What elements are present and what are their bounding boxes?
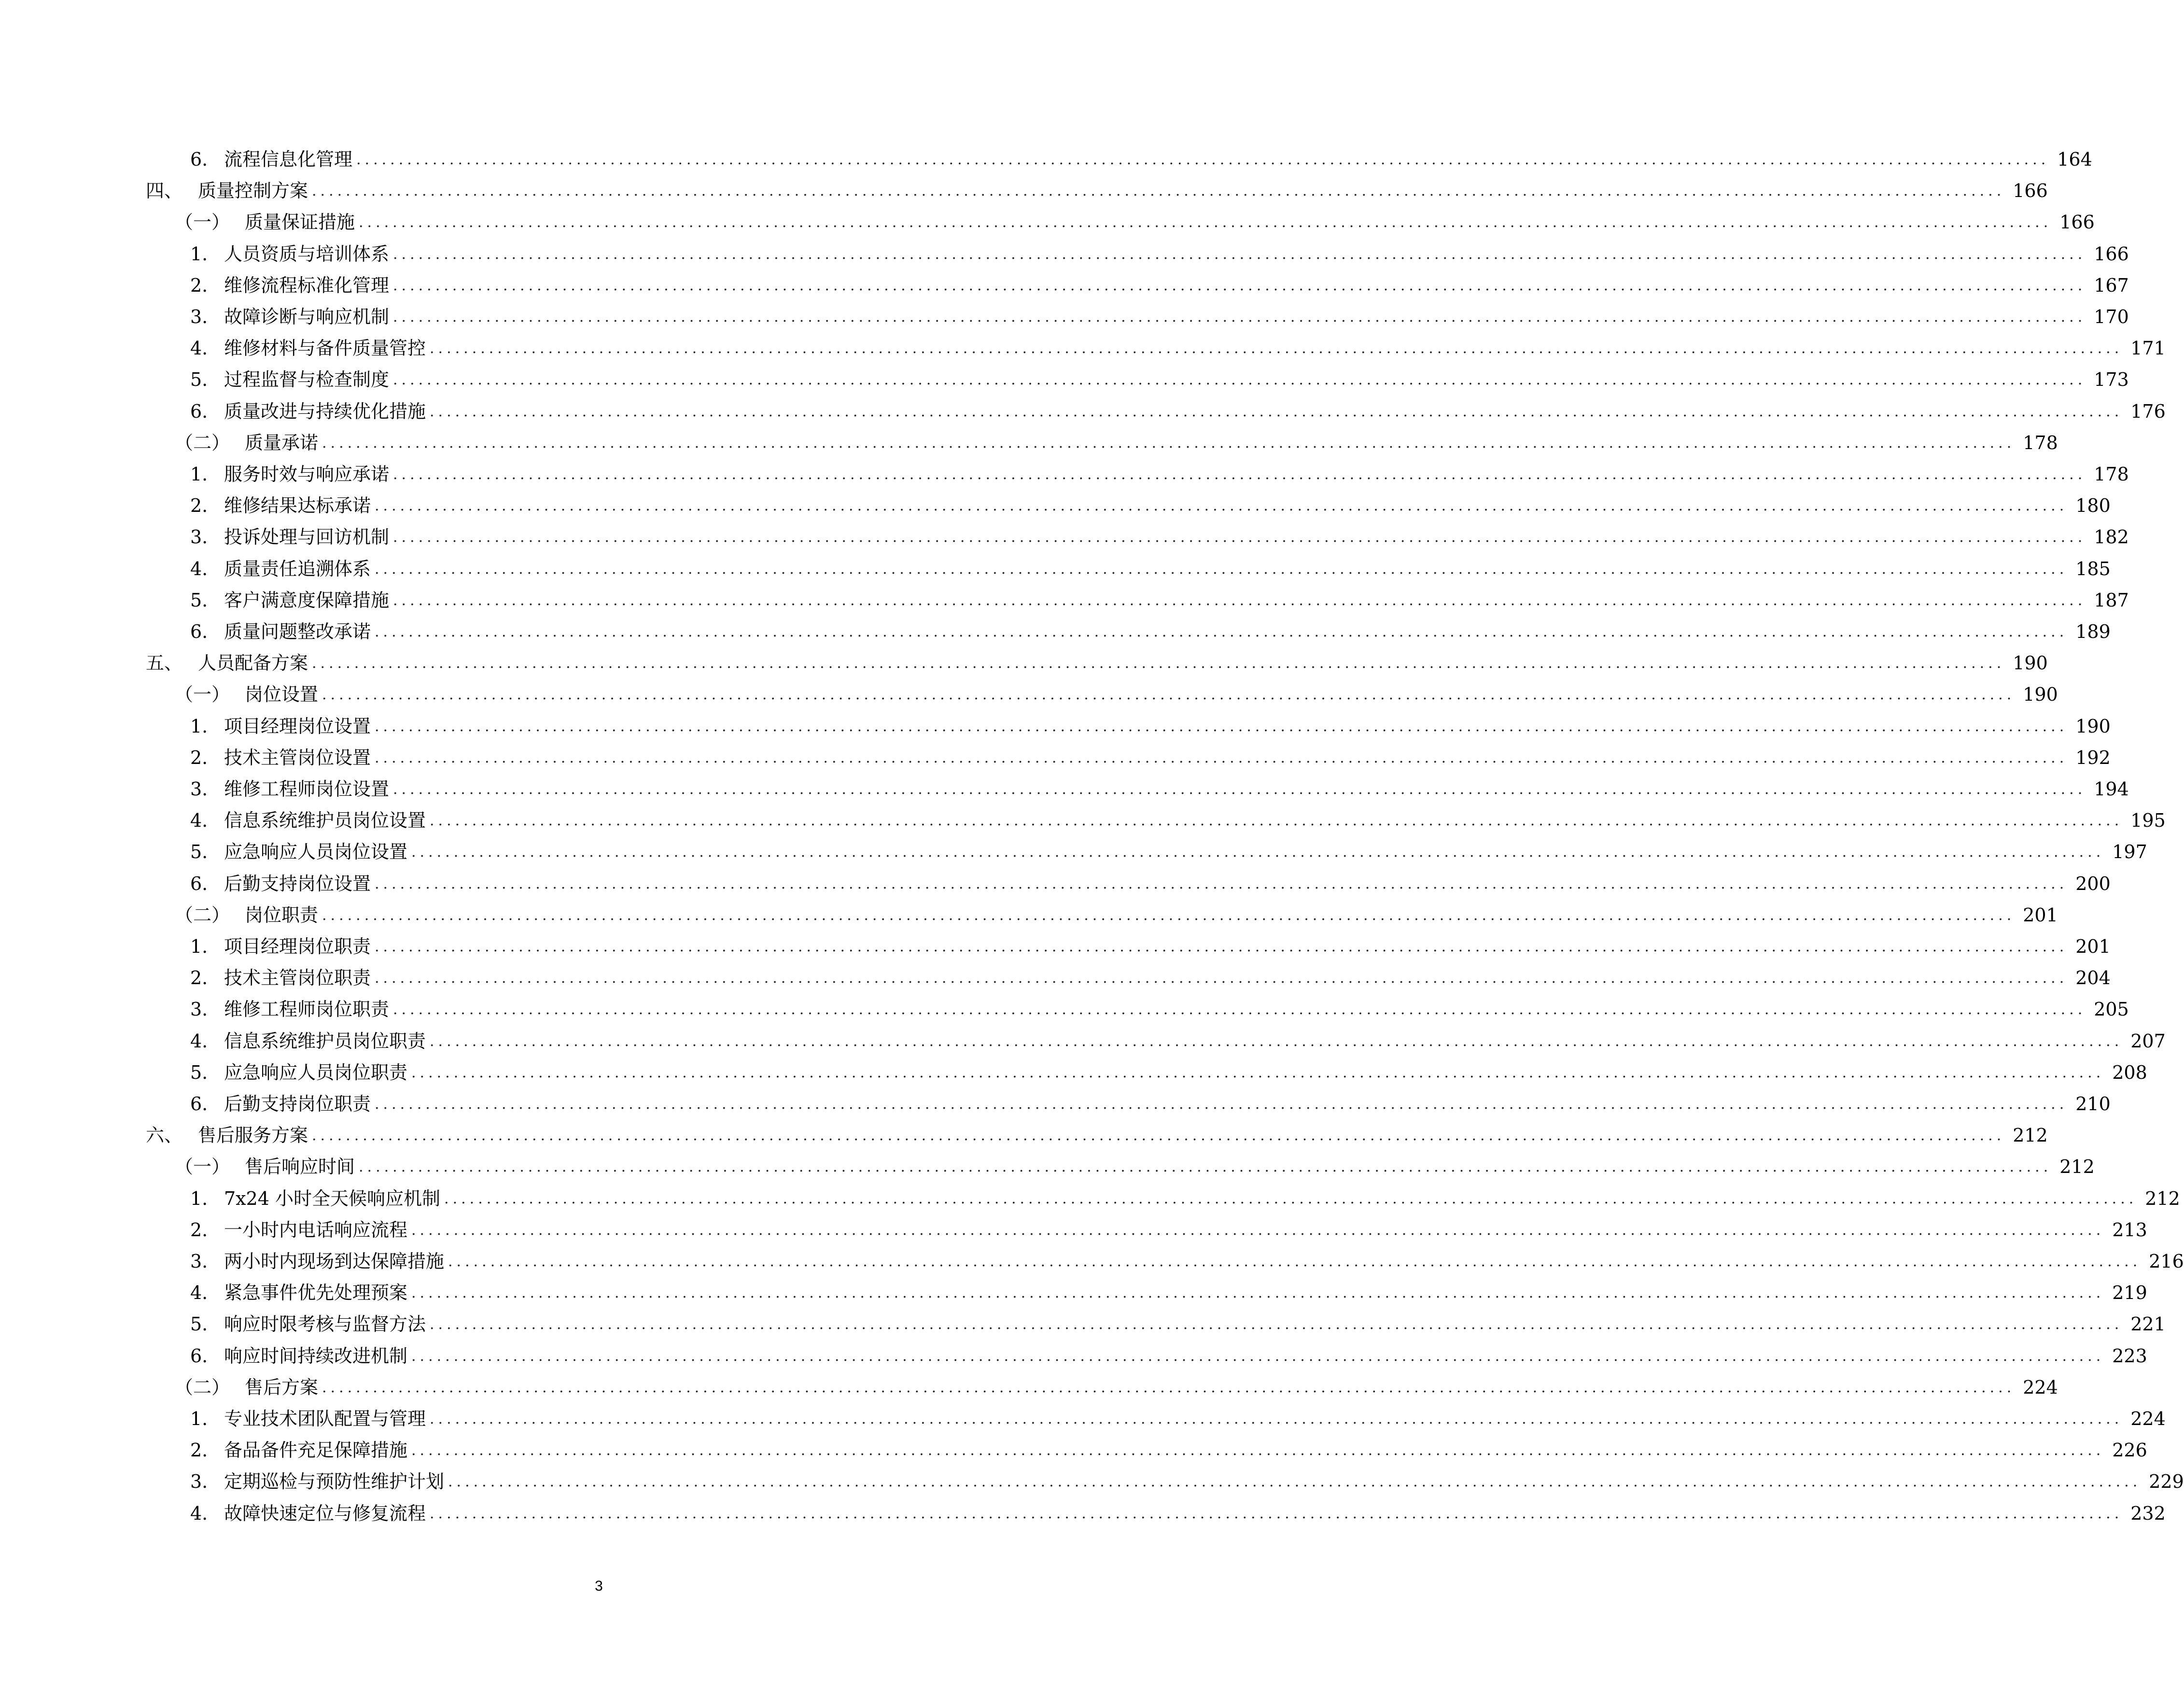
toc-dot-leader: ........................................................................................................................................................................................................ [411,844,2105,861]
toc-entry-number: 4. [190,338,208,359]
toc-entry-number: 6. [190,149,208,170]
toc-entry-number: 3. [190,778,208,800]
toc-dot-leader: ........................................................................................................................................................................................................ [411,1222,2105,1239]
toc-entry-title: 一小时内电话响应流程 [224,1219,408,1241]
toc-entry-title: 应急响应人员岗位职责 [224,1062,408,1083]
toc-entry-title: 故障诊断与响应机制 [224,306,390,327]
toc-entry-title: 技术主管岗位设置 [224,747,371,768]
toc-entry-title: 后勤支持岗位设置 [224,873,371,894]
toc-entry-number: 2. [190,1440,208,1461]
toc-dot-leader: ........................................................................................................................................................................................................ [375,1096,2068,1113]
toc-entry-level-3[interactable] [190,1309,2166,1340]
toc-entry-title: 维修工程师岗位职责 [224,999,390,1020]
page-number: 3 [595,1578,603,1594]
toc-entry-title: 两小时内现场到达保障措施 [224,1251,445,1272]
toc-entry-level-3[interactable] [190,1183,2180,1214]
toc-entry-page: 219 [2112,1282,2147,1303]
toc-entry-number: 4. [190,810,208,831]
toc-entry-number: 4. [190,1282,208,1303]
toc-entry-page: 180 [2075,495,2111,516]
toc-dot-leader: ........................................................................................................................................................................................................ [312,183,2005,199]
toc-entry-title: 质量问题整改承诺 [224,621,371,642]
toc-dot-leader: ........................................................................................................................................................................................................ [375,623,2068,640]
toc-dot-leader: ........................................................................................................................................................................................................ [375,749,2068,766]
toc-entry-title: 项目经理岗位设置 [224,716,371,737]
toc-entry-page: 173 [2094,369,2129,390]
toc-entry-page: 166 [2013,180,2048,201]
toc-entry-page: 170 [2094,306,2129,327]
toc-entry-title: 应急响应人员岗位设置 [224,841,408,862]
toc-entry-title: 技术主管岗位职责 [224,967,371,988]
toc-entry-page: 221 [2130,1313,2166,1335]
toc-entry-title: 服务时效与响应承诺 [224,464,390,485]
toc-entry-number: （一） [175,684,230,705]
toc-entry-number: 2. [190,747,208,768]
toc-entry-title: 信息系统维护员岗位设置 [224,810,426,831]
toc-dot-leader: ........................................................................................................................................................................................................ [411,1064,2105,1081]
toc-entry-number: 3. [190,1471,208,1492]
toc-dot-leader: ........................................................................................................................................................................................................ [393,592,2086,609]
toc-entry-page: 212 [2013,1125,2048,1146]
toc-entry-page: 176 [2130,401,2166,422]
toc-entry-level-3[interactable] [190,1466,2184,1497]
toc-entry-level-3[interactable] [190,144,2092,175]
toc-entry-page: 195 [2130,810,2166,831]
toc-dot-leader: ........................................................................................................................................................................................................ [322,686,2016,703]
toc-entry-page: 229 [2149,1471,2184,1492]
toc-entry-level-3[interactable] [190,553,2111,585]
toc-entry-level-3[interactable] [190,742,2111,774]
toc-entry-page: 185 [2075,558,2111,579]
toc-entry-number: 6. [190,401,208,422]
toc-dot-leader: ........................................................................................................................................................................................................ [430,812,2123,829]
toc-entry-page: 197 [2112,841,2147,862]
toc-entry-number: 3. [190,999,208,1020]
toc-dot-leader: ........................................................................................................................................................................................................ [312,1127,2005,1144]
toc-entry-page: 201 [2023,904,2058,926]
toc-dot-leader: ........................................................................................................................................................................................................ [359,1158,2052,1175]
toc-entry-level-2[interactable] [175,1151,2095,1183]
toc-entry-page: 201 [2075,936,2111,957]
toc-entry-level-2[interactable] [175,900,2058,931]
toc-dot-leader: ........................................................................................................................................................................................................ [393,1001,2086,1018]
toc-dot-leader: ........................................................................................................................................................................................................ [393,277,2086,294]
toc-entry-page: 212 [2145,1188,2180,1209]
toc-entry-number: 4. [190,1503,208,1524]
toc-entry-number: 1. [190,243,208,265]
toc-dot-leader: ........................................................................................................................................................................................................ [393,309,2086,325]
toc-entry-page: 178 [2094,464,2129,485]
toc-entry-level-3[interactable] [190,364,2129,395]
toc-dot-leader: ........................................................................................................................................................................................................ [411,1442,2105,1459]
toc-entry-level-3[interactable] [190,1214,2147,1246]
toc-entry-title: 岗位职责 [245,904,319,926]
toc-entry-title: 质量保证措施 [245,212,355,233]
toc-entry-title: 质量承诺 [245,432,319,453]
toc-entry-level-3[interactable] [190,396,2166,427]
toc-entry-level-3[interactable] [190,301,2129,333]
toc-entry-page: 164 [2057,149,2092,170]
toc-entry-page: 216 [2149,1251,2184,1272]
toc-entry-title: 过程监督与检查制度 [224,369,390,390]
toc-entry-title: 质量控制方案 [198,180,308,201]
toc-entry-title: 质量责任追溯体系 [224,558,371,579]
toc-entry-title: 项目经理岗位职责 [224,936,371,957]
toc-entry-number: 4. [190,558,208,579]
toc-entry-title: 备品备件充足保障措施 [224,1440,408,1461]
toc-entry-number: （二） [175,432,230,453]
toc-entry-number: 6. [190,873,208,894]
toc-dot-leader: ........................................................................................................................................................................................................ [448,1253,2142,1270]
toc-dot-leader: ........................................................................................................................................................................................................ [430,1033,2123,1050]
toc-entry-number: 1. [190,1408,208,1429]
toc-entry-page: 210 [2075,1093,2111,1115]
toc-entry-level-3[interactable] [190,1026,2166,1057]
toc-entry-number: 2. [190,1219,208,1241]
toc-entry-level-3[interactable] [190,931,2111,962]
toc-entry-level-3[interactable] [190,1246,2184,1277]
toc-entry-title: 售后服务方案 [198,1125,308,1146]
toc-entry-level-1[interactable] [146,175,2048,207]
toc-entry-title: 响应时限考核与监督方法 [224,1313,426,1335]
toc-dot-leader: ........................................................................................................................................................................................................ [393,781,2086,798]
toc-entry-page: 208 [2112,1062,2147,1083]
toc-entry-title: 人员资质与培训体系 [224,243,390,265]
toc-entry-number: 6. [190,1345,208,1367]
toc-entry-number: 四、 [146,180,183,201]
toc-entry-page: 204 [2075,967,2111,988]
toc-entry-number: 4. [190,1031,208,1052]
toc-entry-title: 后勤支持岗位职责 [224,1093,371,1115]
toc-dot-leader: ........................................................................................................................................................................................................ [322,907,2016,924]
toc-entry-level-3[interactable] [190,333,2166,364]
toc-entry-level-3[interactable] [190,711,2111,742]
toc-dot-leader: ........................................................................................................................................................................................................ [430,1411,2123,1427]
toc-entry-level-3[interactable] [190,1057,2147,1088]
toc-entry-number: 五、 [146,652,183,674]
toc-entry-level-3[interactable] [190,1498,2166,1529]
toc-entry-page: 190 [2023,684,2058,705]
toc-entry-title: 紧急事件优先处理预案 [224,1282,408,1303]
toc-dot-leader: ........................................................................................................................................................................................................ [393,371,2086,388]
toc-entry-page: 187 [2094,590,2129,611]
toc-entry-level-3[interactable] [190,1435,2147,1466]
toc-entry-level-2[interactable] [175,207,2095,238]
toc-entry-page: 212 [2059,1156,2095,1177]
toc-dot-leader: ........................................................................................................................................................................................................ [430,1505,2123,1522]
toc-dot-leader: ........................................................................................................................................................................................................ [393,246,2086,263]
toc-entry-page: 226 [2112,1440,2147,1461]
toc-dot-leader: ........................................................................................................................................................................................................ [375,497,2068,514]
toc-entry-level-3[interactable] [190,962,2111,994]
toc-entry-level-3[interactable] [190,836,2147,868]
toc-entry-number: 2. [190,967,208,988]
toc-entry-title: 故障快速定位与修复流程 [224,1503,426,1524]
toc-entry-number: 5. [190,369,208,390]
toc-entry-number: （一） [175,1156,230,1177]
toc-dot-leader: ........................................................................................................................................................................................................ [375,875,2068,892]
toc-dot-leader: ........................................................................................................................................................................................................ [375,970,2068,987]
toc-entry-number: （二） [175,1377,230,1398]
toc-entry-level-1[interactable] [146,1120,2048,1151]
toc-entry-number: 5. [190,1313,208,1335]
toc-dot-leader: ........................................................................................................................................................................................................ [393,466,2086,483]
toc-entry-title: 维修工程师岗位设置 [224,778,390,800]
toc-entry-number: 5. [190,590,208,611]
toc-entry-level-3[interactable] [190,490,2111,522]
toc-dot-leader: ........................................................................................................................................................................................................ [375,718,2068,735]
toc-entry-page: 178 [2023,432,2058,453]
toc-entry-title: 流程信息化管理 [224,149,353,170]
toc-entry-page: 205 [2094,999,2129,1020]
toc-entry-level-3[interactable] [190,774,2129,805]
toc-entry-page: 213 [2112,1219,2147,1241]
toc-entry-number: 3. [190,1251,208,1272]
toc-entry-level-2[interactable] [175,679,2058,710]
toc-dot-leader: ........................................................................................................................................................................................................ [322,435,2016,452]
toc-entry-page: 200 [2075,873,2111,894]
toc-entry-title: 人员配备方案 [198,652,308,674]
toc-entry-level-3[interactable] [190,459,2129,490]
toc-entry-title: 售后方案 [245,1377,319,1398]
toc-entry-number: 3. [190,306,208,327]
toc-entry-number: 2. [190,495,208,516]
toc-dot-leader: ........................................................................................................................................................................................................ [430,403,2123,420]
toc-entry-level-3[interactable] [190,270,2129,301]
toc-dot-leader: ........................................................................................................................................................................................................ [312,655,2005,672]
toc-entry-number: 2. [190,275,208,296]
toc-entry-title: 维修结果达标承诺 [224,495,371,516]
toc-entry-title: 7x24 小时全天候响应机制 [224,1188,441,1209]
toc-dot-leader: ........................................................................................................................................................................................................ [375,938,2068,955]
toc-entry-page: 224 [2130,1408,2166,1429]
toc-entry-number: （一） [175,212,230,233]
toc-entry-page: 207 [2130,1031,2166,1052]
toc-entry-page: 171 [2130,338,2166,359]
toc-entry-number: 1. [190,1188,208,1209]
toc-entry-title: 专业技术团队配置与管理 [224,1408,426,1429]
toc-entry-number: 1. [190,936,208,957]
toc-entry-page: 192 [2075,747,2111,768]
toc-entry-level-3[interactable] [190,805,2166,836]
toc-entry-page: 190 [2013,652,2048,674]
toc-dot-leader: ........................................................................................................................................................................................................ [411,1285,2105,1301]
toc-entry-page: 232 [2130,1503,2166,1524]
toc-entry-level-2[interactable] [175,427,2058,459]
toc-dot-leader: ........................................................................................................................................................................................................ [393,529,2086,546]
toc-entry-page: 166 [2094,243,2129,265]
toc-entry-title: 岗位设置 [245,684,319,705]
toc-entry-level-3[interactable] [190,239,2129,270]
toc-entry-number: 1. [190,716,208,737]
toc-dot-leader: ........................................................................................................................................................................................................ [359,214,2052,231]
toc-entry-number: 5. [190,1062,208,1083]
toc-entry-page: 223 [2112,1345,2147,1367]
toc-entry-number: 六、 [146,1125,183,1146]
toc-dot-leader: ........................................................................................................................................................................................................ [430,1316,2123,1333]
toc-entry-level-3[interactable] [190,1277,2147,1309]
toc-entry-level-3[interactable] [190,994,2129,1025]
toc-entry-level-3[interactable] [190,868,2111,900]
toc-entry-level-2[interactable] [175,1372,2058,1403]
toc-entry-title: 响应时间持续改进机制 [224,1345,408,1367]
toc-entry-number: 6. [190,621,208,642]
toc-entry-title: 质量改进与持续优化措施 [224,401,426,422]
toc-entry-title: 投诉处理与回访机制 [224,526,390,548]
toc-entry-page: 189 [2075,621,2111,642]
toc-entry-level-3[interactable] [190,616,2111,648]
toc-entry-number: 3. [190,526,208,548]
toc-entry-title: 维修流程标准化管理 [224,275,390,296]
toc-entry-page: 167 [2094,275,2129,296]
toc-dot-leader: ........................................................................................................................................................................................................ [356,151,2050,168]
toc-entry-title: 定期巡检与预防性维护计划 [224,1471,445,1492]
toc-entry-page: 190 [2075,716,2111,737]
toc-entry-level-3[interactable] [190,1088,2111,1120]
toc-entry-level-3[interactable] [190,1403,2166,1435]
toc-entry-number: 6. [190,1093,208,1115]
toc-entry-page: 194 [2094,778,2129,800]
toc-entry-level-3[interactable] [190,585,2129,616]
toc-entry-title: 售后响应时间 [245,1156,355,1177]
toc-entry-number: 1. [190,464,208,485]
toc-dot-leader: ........................................................................................................................................................................................................ [411,1348,2105,1365]
toc-dot-leader: ........................................................................................................................................................................................................ [375,561,2068,578]
toc-entry-level-3[interactable] [190,1341,2147,1372]
toc-entry-title: 客户满意度保障措施 [224,590,390,611]
toc-entry-page: 166 [2059,212,2095,233]
toc-entry-number: （二） [175,904,230,926]
toc-entry-number: 5. [190,841,208,862]
toc-entry-level-1[interactable] [146,648,2048,679]
toc-entry-level-3[interactable] [190,522,2129,553]
toc-dot-leader: ........................................................................................................................................................................................................ [322,1379,2016,1396]
toc-dot-leader: ........................................................................................................................................................................................................ [444,1190,2138,1207]
toc-dot-leader: ........................................................................................................................................................................................................ [430,340,2123,357]
toc-dot-leader: ........................................................................................................................................................................................................ [448,1473,2142,1490]
toc-entry-title: 信息系统维护员岗位职责 [224,1031,426,1052]
toc-entry-page: 182 [2094,526,2129,548]
toc-entry-page: 224 [2023,1377,2058,1398]
toc-entry-title: 维修材料与备件质量管控 [224,338,426,359]
